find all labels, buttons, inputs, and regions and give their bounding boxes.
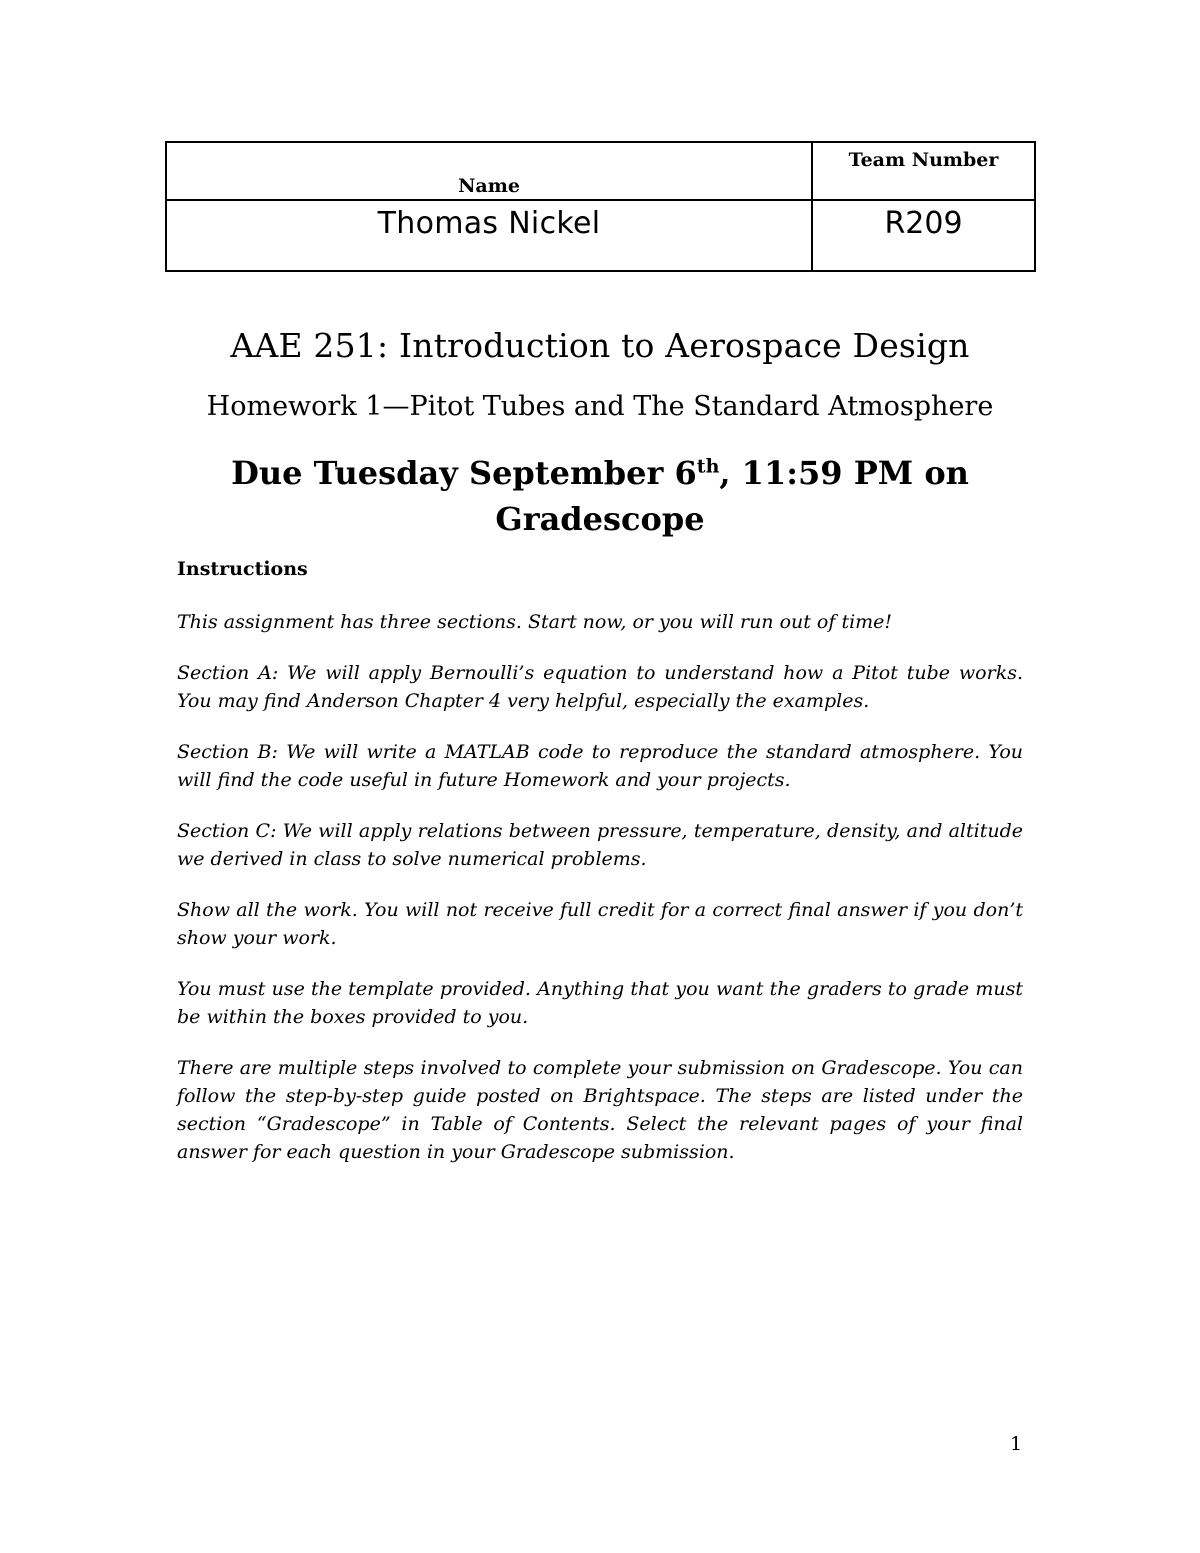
team-number-value: R209	[812, 200, 1035, 271]
instruction-paragraph: Section B: We will write a MATLAB code to reproduce the standard atmosphere. You will find the code useful in future Homework and your projects.	[177, 741, 1023, 791]
info-table	[165, 141, 1036, 272]
instruction-paragraph: You must use the template provided. Anything that you want the graders to grade must be within the boxes provided to you.	[177, 978, 1023, 1028]
name-value: Thomas Nickel	[166, 200, 812, 271]
due-date-superscript: th	[696, 455, 720, 478]
due-date-suffix: , 11:59 PM on Gradescope	[495, 454, 969, 538]
page-number: 1	[1010, 1433, 1023, 1455]
instruction-paragraph: Show all the work. You will not receive full credit for a correct final answer if you don’t show your work.	[177, 899, 1023, 949]
name-label: Name	[166, 142, 812, 200]
info-table-header-row	[166, 142, 1035, 200]
due-date-prefix: Due Tuesday September 6	[231, 454, 697, 492]
course-title: AAE 251: Introduction to Aerospace Design	[230, 326, 970, 365]
instruction-paragraph: Section C: We will apply relations between pressure, temperature, density, and altitude we derived in class to solve numerical problems.	[177, 820, 1023, 870]
instructions-heading: Instructions	[177, 558, 308, 580]
info-table-value-row	[166, 200, 1035, 271]
due-date	[200, 450, 1000, 542]
instruction-paragraph: This assignment has three sections. Start now, or you will run out of time!	[177, 611, 893, 633]
homework-title: Homework 1—Pitot Tubes and The Standard Atmosphere	[206, 391, 994, 422]
instruction-paragraph: Section A: We will apply Bernoulli’s equation to understand how a Pitot tube works. You may find Anderson Chapter 4 very helpful, especially the examples.	[177, 662, 1023, 712]
instruction-paragraph: There are multiple steps involved to complete your submission on Gradescope. You can follow the step-by-step guide posted on Brightspace. The steps are listed under the section “Gradescope” in Table of Contents. Select the relevant pages of your final answer for each question in your Gradescope submission.	[177, 1057, 1023, 1163]
team-number-label: Team Number	[812, 142, 1035, 200]
